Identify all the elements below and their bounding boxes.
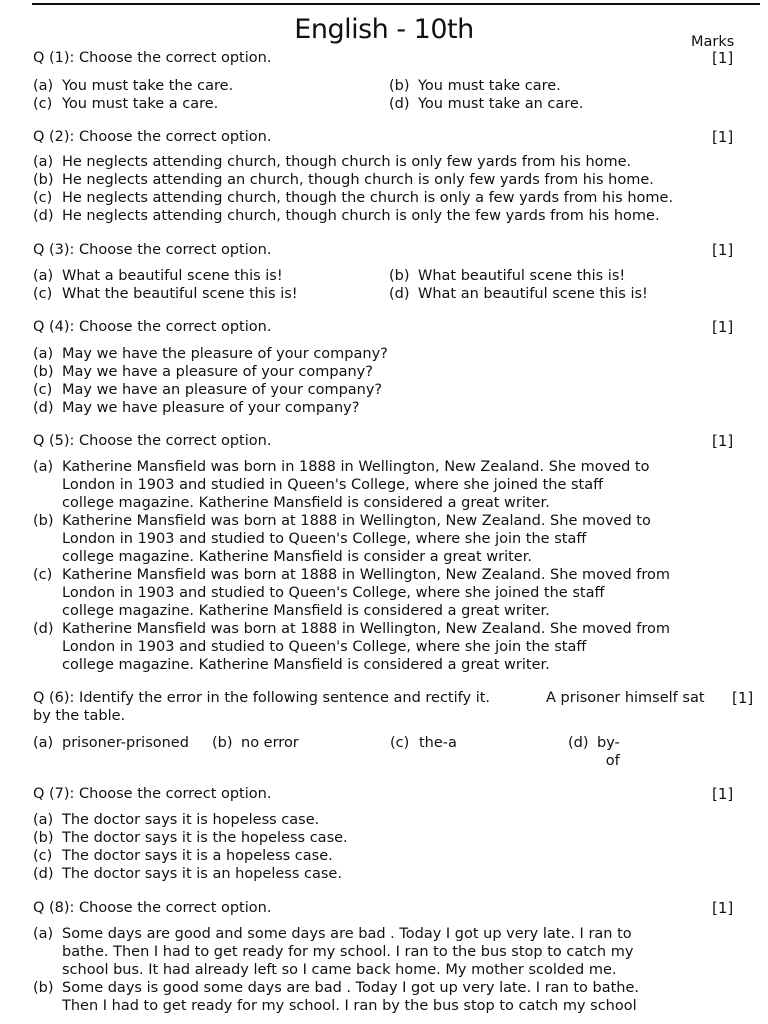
- options-list: [33, 77, 752, 113]
- option-label: (d): [33, 621, 54, 637]
- option-line: London in 1903 and studied to Queen's College, where she joined the staff: [62, 585, 605, 601]
- option-a[interactable]: [33, 345, 752, 363]
- option-text: no error: [241, 735, 299, 751]
- option-text: You must take care.: [418, 78, 561, 94]
- option-label: (d): [33, 866, 54, 882]
- option-line: London in 1903 and studied to Queen's College, where she join the staff: [62, 639, 587, 655]
- option-b[interactable]: [389, 77, 689, 95]
- option-line: college magazine. Katherine Mansfield is consider a great writer.: [62, 549, 532, 565]
- option-b[interactable]: [212, 734, 390, 770]
- option-label: (c): [33, 96, 53, 112]
- option-label: (c): [33, 382, 53, 398]
- option-label: (c): [33, 286, 53, 302]
- option-b[interactable]: [389, 267, 689, 285]
- option-line: bathe. Then I had to get ready for my school. I ran to the bus stop to catch my: [62, 944, 634, 960]
- option-text: You must take a care.: [62, 96, 219, 112]
- option-text: He neglects attending church, though church is only the few yards from his home.: [62, 208, 660, 224]
- question-marks: [1]: [712, 785, 734, 803]
- top-rule: [32, 3, 760, 5]
- option-line: of: [605, 753, 620, 769]
- option-line: Katherine Mansfield was born in 1888 in Wellington, New Zealand. She moved to: [62, 459, 650, 475]
- option-b[interactable]: [33, 171, 752, 189]
- options-list: [33, 267, 752, 303]
- option-line: college magazine. Katherine Mansfield is considered a great writer.: [62, 657, 550, 673]
- option-text: May we have a pleasure of your company?: [62, 364, 373, 380]
- option-text: May we have an pleasure of your company?: [62, 382, 383, 398]
- option-line: Some days is good some days are bad . Today I got up very late. I ran to bathe.: [62, 980, 639, 996]
- option-line: by-: [597, 735, 620, 751]
- question-heading: Q (5): Choose the correct option.: [33, 433, 272, 449]
- option-a[interactable]: [33, 925, 752, 979]
- option-d[interactable]: [389, 95, 689, 113]
- option-label: (d): [389, 286, 410, 302]
- option-b[interactable]: [33, 512, 752, 566]
- option-b[interactable]: [33, 829, 752, 847]
- option-d[interactable]: [568, 734, 668, 770]
- option-text: May we have pleasure of your company?: [62, 400, 360, 416]
- option-text: [62, 620, 670, 674]
- option-a[interactable]: [33, 153, 752, 171]
- question-marks: [1]: [712, 49, 734, 67]
- option-text: He neglects attending church, though church is only few yards from his home.: [62, 154, 632, 170]
- option-label: (b): [33, 830, 54, 846]
- options-list: [33, 734, 752, 770]
- option-text: You must take the care.: [62, 78, 234, 94]
- option-text: [597, 734, 620, 770]
- option-c[interactable]: [33, 285, 389, 303]
- option-text: the-a: [419, 735, 457, 751]
- question-heading: Q (7): Choose the correct option.: [33, 786, 272, 802]
- option-label: (c): [390, 735, 410, 751]
- options-list: [33, 925, 752, 1015]
- question-heading: Q (3): Choose the correct option.: [33, 242, 272, 258]
- option-line: Some days are good and some days are bad . Today I got up very late. I ran to: [62, 926, 632, 942]
- option-a[interactable]: [33, 267, 389, 285]
- option-label: (d): [568, 735, 589, 751]
- option-label: (b): [33, 513, 54, 529]
- option-c[interactable]: [33, 381, 752, 399]
- option-label: (a): [33, 268, 54, 284]
- option-d[interactable]: [33, 399, 752, 417]
- option-text: [62, 979, 639, 1015]
- option-label: (c): [33, 848, 53, 864]
- options-list: [33, 153, 752, 225]
- marks-header: Marks: [691, 34, 735, 50]
- option-label: (a): [33, 459, 54, 475]
- option-text: May we have the pleasure of your company?: [62, 346, 388, 362]
- option-text: He neglects attending an church, though church is only few yards from his home.: [62, 172, 654, 188]
- option-text: What an beautiful scene this is!: [418, 286, 648, 302]
- question-marks: [1]: [712, 318, 734, 336]
- option-d[interactable]: [33, 865, 752, 883]
- option-d[interactable]: [33, 620, 752, 674]
- option-label: (a): [33, 154, 54, 170]
- option-line: college magazine. Katherine Mansfield is considered a great writer.: [62, 603, 550, 619]
- option-line: London in 1903 and studied in Queen's College, where she joined the staff: [62, 477, 604, 493]
- option-label: (a): [33, 346, 54, 362]
- option-text: [62, 566, 670, 620]
- question-heading: Q (8): Choose the correct option.: [33, 900, 272, 916]
- option-text: What beautiful scene this is!: [418, 268, 626, 284]
- option-text: [62, 458, 649, 512]
- option-label: (b): [33, 980, 54, 996]
- option-c[interactable]: [33, 189, 752, 207]
- option-label: (b): [389, 78, 410, 94]
- option-label: (a): [33, 735, 54, 751]
- option-text: You must take an care.: [418, 96, 584, 112]
- option-label: (b): [33, 172, 54, 188]
- option-label: (b): [212, 735, 233, 751]
- option-d[interactable]: [389, 285, 689, 303]
- option-label: (d): [33, 400, 54, 416]
- option-line: Katherine Mansfield was born at 1888 in Wellington, New Zealand. She moved from: [62, 621, 671, 637]
- option-label: (c): [33, 567, 53, 583]
- option-c[interactable]: [33, 566, 752, 620]
- option-line: Katherine Mansfield was born at 1888 in Wellington, New Zealand. She moved from: [62, 567, 671, 583]
- option-a[interactable]: [33, 458, 752, 512]
- option-label: (a): [33, 812, 54, 828]
- option-text: What a beautiful scene this is!: [62, 268, 283, 284]
- option-b[interactable]: [33, 979, 752, 1015]
- option-c[interactable]: [33, 95, 389, 113]
- option-text: He neglects attending church, though the church is only a few yards from his home.: [62, 190, 674, 206]
- question-heading: Q (2): Choose the correct option.: [33, 129, 272, 145]
- page-title: English - 10th: [294, 14, 474, 45]
- option-text: The doctor says it is an hopeless case.: [62, 866, 342, 882]
- option-line: Then I had to get ready for my school. I ran by the bus stop to catch my school: [62, 998, 637, 1014]
- option-a[interactable]: [33, 734, 212, 770]
- option-text: prisoner-prisoned: [62, 735, 189, 751]
- option-line: Katherine Mansfield was born at 1888 in Wellington, New Zealand. She moved to: [62, 513, 651, 529]
- question-heading: Q (4): Choose the correct option.: [33, 319, 272, 335]
- option-label: (d): [389, 96, 410, 112]
- option-b[interactable]: [33, 363, 752, 381]
- question-marks: [1]: [712, 432, 734, 450]
- option-text: The doctor says it is hopeless case.: [62, 812, 320, 828]
- option-text: What the beautiful scene this is!: [62, 286, 298, 302]
- option-text: [62, 512, 651, 566]
- option-label: (a): [33, 78, 54, 94]
- question-marks: [1]: [732, 689, 754, 707]
- question-marks: [1]: [712, 241, 734, 259]
- option-line: London in 1903 and studied to Queen's College, where she join the staff: [62, 531, 587, 547]
- question-heading: Q (1): Choose the correct option.: [33, 50, 272, 66]
- options-list: [33, 345, 752, 417]
- option-text: The doctor says it is the hopeless case.: [62, 830, 348, 846]
- option-c[interactable]: [390, 734, 568, 770]
- option-label: (c): [33, 190, 53, 206]
- question-sentence-continued: by the table.: [33, 708, 126, 724]
- option-label: (b): [33, 364, 54, 380]
- question-sentence: A prisoner himself sat: [546, 690, 705, 706]
- options-list: [33, 811, 752, 883]
- options-list: [33, 458, 752, 674]
- question-marks: [1]: [712, 128, 734, 146]
- option-text: The doctor says it is a hopeless case.: [62, 848, 333, 864]
- option-c[interactable]: [33, 847, 752, 865]
- option-line: college magazine. Katherine Mansfield is considered a great writer.: [62, 495, 550, 511]
- option-text: [62, 925, 633, 979]
- question-heading: Q (6): Identify the error in the following sentence and rectify it.: [33, 690, 491, 706]
- option-line: school bus. It had already left so I came back home. My mother scolded me.: [62, 962, 617, 978]
- option-label: (d): [33, 208, 54, 224]
- option-d[interactable]: [33, 207, 752, 225]
- option-a[interactable]: [33, 811, 752, 829]
- option-a[interactable]: [33, 77, 389, 95]
- question-marks: [1]: [712, 899, 734, 917]
- option-label: (b): [389, 268, 410, 284]
- option-label: (a): [33, 926, 54, 942]
